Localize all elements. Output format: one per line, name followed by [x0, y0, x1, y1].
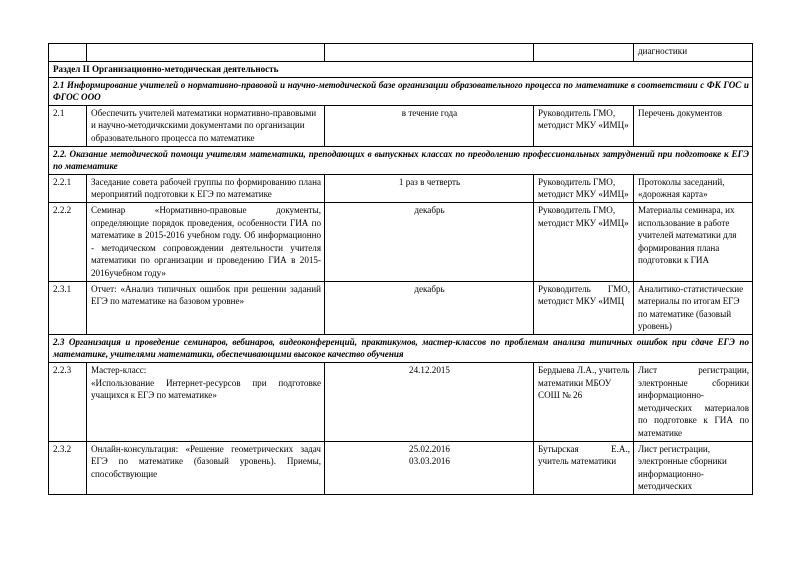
plan-table — [48, 43, 753, 495]
cell-responsible: Руководитель ГМО, методист МКУ «ИМЦ» — [534, 174, 634, 202]
cell-responsible — [534, 44, 634, 62]
subsection-heading-text: 2.2. Оказание методической помощи учителям математики, преподающих в выпускных классах по преодолению профессиональных затруднений при подготовке к ЕГЭ по математике — [49, 146, 753, 174]
cell-content: Отчет: «Анализ типичных ошибок при решении заданий ЕГЭ по математике на базовом уровне» — [87, 281, 325, 334]
table-row — [49, 281, 753, 334]
cell-result: Протоколы заседаний, «дорожная карта» — [634, 174, 753, 202]
cell-result: Аналитико-статистические материалы по итогам ЕГЭ по математике (базовый уровень) — [634, 281, 753, 334]
cell-responsible: Руководитель ГМО, методист МКУ «ИМЦ» — [534, 105, 634, 146]
table-body — [49, 44, 753, 495]
cell-result: Материалы семинара, их использование в работе учителей математики для формирования плана подготовки к ГИА — [634, 202, 753, 281]
cell-responsible: Бутырская Е.А., учитель математики — [534, 441, 634, 494]
cell-num — [49, 44, 87, 62]
table-row — [49, 174, 753, 202]
cell-content-line2: «Использование Интернет-ресурсов при подготовке учащихся к ЕГЭ по математике» — [91, 377, 321, 401]
cell-responsible: Бердыева Л.А., учитель математики МБОУ СОШ № 26 — [534, 363, 634, 442]
subsection-heading-text: 2.3 Организация и проведение семинаров, вебинаров, видеоконференций, практикумов, мастер-классов по проблемам анализа типичных ошибок при сдаче ЕГЭ по математике, учителями математики, обеспечивающими высокое качество обучения — [49, 334, 753, 362]
cell-responsible: Руководитель ГМО, методист МКУ «ИМЦ» — [534, 202, 634, 281]
cell-content: Онлайн-консультация: «Решение геометрических задач ЕГЭ по математике (базовый уровень). Приемы, способствующие — [87, 441, 325, 494]
table-row — [49, 202, 753, 281]
subsection-heading-row — [49, 146, 753, 174]
cell-date: 24.12.2015 — [325, 363, 534, 442]
cell-date — [325, 441, 534, 494]
cell-num: 2.1 — [49, 105, 87, 146]
subsection-heading-row — [49, 77, 753, 105]
cell-content: Заседание совета рабочей группы по формированию плана мероприятий подготовки к ЕГЭ по математике — [87, 174, 325, 202]
cell-num: 2.3.1 — [49, 281, 87, 334]
cell-result: диагностики — [634, 44, 753, 62]
cell-num: 2.2.3 — [49, 363, 87, 442]
cell-num: 2.3.2 — [49, 441, 87, 494]
cell-content-line1: Мастер-класс: — [91, 365, 147, 376]
cell-date: в течение года — [325, 105, 534, 146]
section-heading-row — [49, 62, 753, 78]
cell-date: декабрь — [325, 281, 534, 334]
cell-date — [325, 44, 534, 62]
cell-date: 1 раз в четверть — [325, 174, 534, 202]
cell-result: Перечень документов — [634, 105, 753, 146]
cell-content: Обеспечить учителей математики нормативно-правовыми и научно-методичкскими документами по организации образовательного процесса по математике — [87, 105, 325, 146]
cell-responsible: Руководитель ГМО, методист МКУ «ИМЦ — [534, 281, 634, 334]
subsection-heading-text: 2.1 Информирование учителей о нормативно-правовой и научно-методической базе организации образовательного процесса по математике в соответствии с ФК ГОС и ФГОС ООО — [49, 77, 753, 105]
table-row — [49, 105, 753, 146]
section-heading-text: Раздел II Организационно-методическая деятельность — [49, 62, 753, 78]
table-row — [49, 441, 753, 494]
cell-date-line2: 03.03.2016 — [409, 456, 450, 467]
cell-result: Лист регистрации, электронные сборники информационно-методических материалов по подготовке к ГИА по математике — [634, 363, 753, 442]
cell-content — [87, 363, 325, 442]
cell-num: 2.2.2 — [49, 202, 87, 281]
cell-content: Семинар «Нормативно-правовые документы, определяющие порядок проведения, особенности ГИА по математике в 2015-2016 учебном году. Об информационно - методическом сопровождении деятельности учителя математики по организации и проведению ГИА в 2015-2016учебном году» — [87, 202, 325, 281]
table-row — [49, 44, 753, 62]
subsection-heading-row — [49, 334, 753, 362]
cell-result: Лист регистрации, электронные сборники информационно-методических — [634, 441, 753, 494]
cell-content — [87, 44, 325, 62]
cell-date: декабрь — [325, 202, 534, 281]
table-row — [49, 363, 753, 442]
cell-num: 2.2.1 — [49, 174, 87, 202]
cell-date-line1: 25.02.2016 — [409, 443, 450, 454]
